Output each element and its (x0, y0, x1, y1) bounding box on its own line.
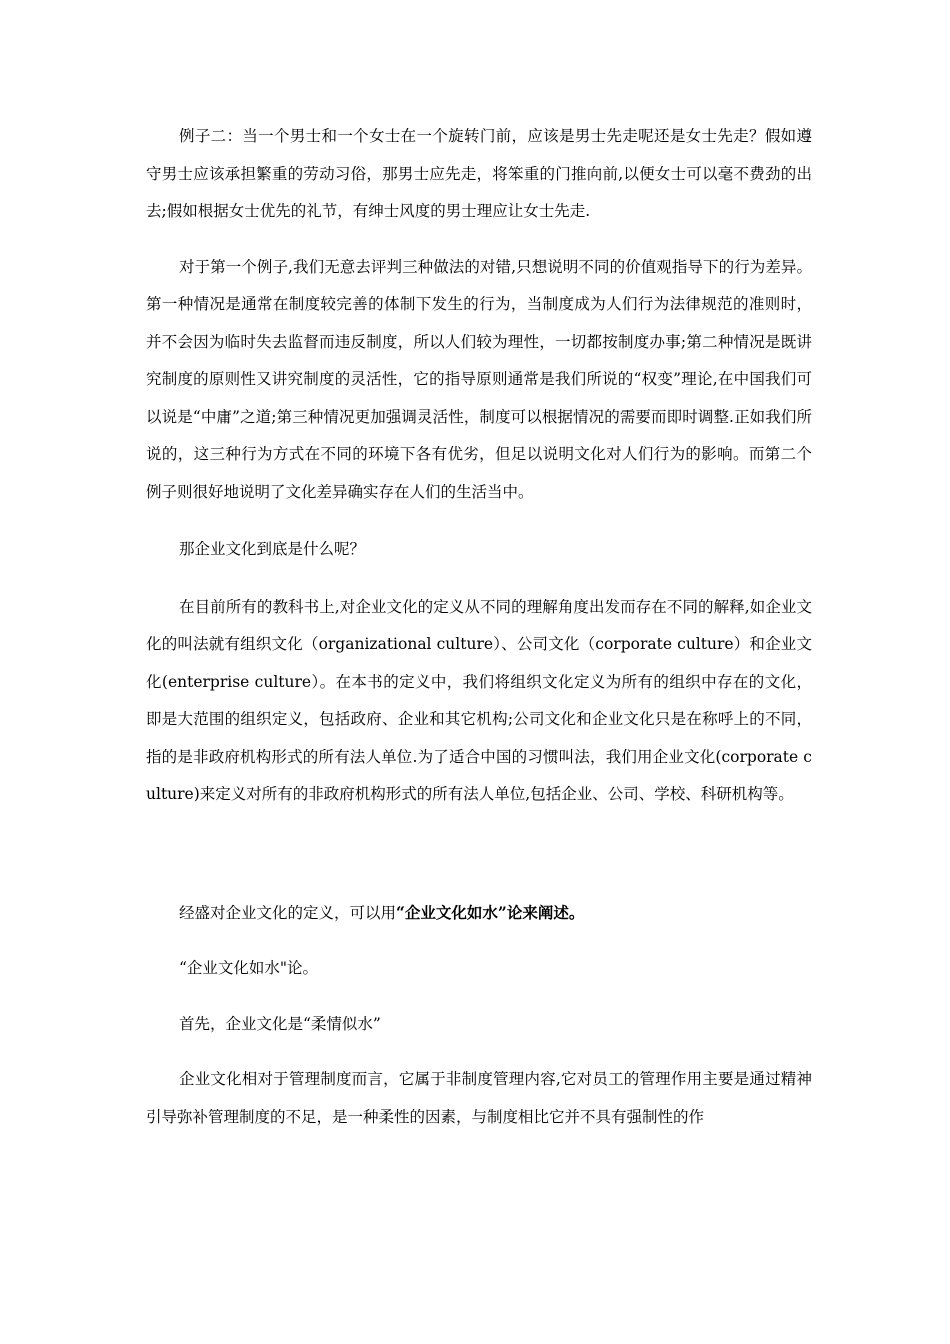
document-body (146, 118, 812, 1136)
paragraph-first-point: 首先，企业文化是“柔情似水” (179, 1014, 381, 1033)
water-intro-bold-text: “企业文化如水”论来阐述。 (396, 902, 585, 922)
paragraph-definition: 在目前所有的教科书上,对企业文化的定义从不同的理解角度出发而存在不同的解释,如企业文化的叫法就有组织文化（organizational culture）、公司文化（corporate culture）和企业文化(enterprise culture）。在本书的定义中，我们将组织文化定义为所有的组织中存在的文化，即是大范围的组织定义，包括政府、企业和其它机构;公司文化和企业文化只是在称呼上的不同，指的是非政府机构形式的所有法人单位.为了适合中国的习惯叫法，我们用企业文化(corporate culture)来定义对所有的非政府机构形式的所有法人单位,包括企业、公司、学校、科研机构等。 (146, 597, 812, 803)
paragraph-question: 那企业文化到底是什么呢？ (179, 540, 366, 558)
water-intro-text: 经盛对企业文化的定义，可以用 (179, 903, 397, 922)
paragraph-soft-factor: 企业文化相对于管理制度而言，它属于非制度管理内容,它对员工的管理作用主要是通过精神引导弥补管理制度的不足，是一种柔性的因素，与制度相比它并不具有强制性的作 (146, 1070, 812, 1126)
paragraph-water-intro (146, 894, 812, 933)
paragraph-water-theory-title: “企业文化如水"论。 (179, 959, 319, 977)
paragraph-example-two: 例子二：当一个男士和一个女士在一个旋转门前，应该是男士先走呢还是女士先走？假如遵守男士应该承担繁重的劳动习俗，那男士应先走，将笨重的门推向前,以便女士可以毫不费劲的出去;假如根据女士优先的礼节，有绅士风度的男士理应让女士先走. (146, 127, 812, 220)
paragraph-first-example-analysis: 对于第一个例子,我们无意去评判三种做法的对错,只想说明不同的价值观指导下的行为差异。第一种情况是通常在制度较完善的体制下发生的行为，当制度成为人们行为法律规范的准则时，并不会因为临时失去监督而违反制度，所以人们较为理性，一切都按制度办事;第二种情况是既讲究制度的原则性又讲究制度的灵活性，它的指导原则通常是我们所说的“权变”理论,在中国我们可以说是“中庸”之道;第三种情况更加强调灵活性，制度可以根据情况的需要而即时调整.正如我们所说的，这三种行为方式在不同的环境下各有优劣，但足以说明文化对人们行为的影响。而第二个例子则很好地说明了文化差异确实存在人们的生活当中。 (146, 257, 812, 501)
